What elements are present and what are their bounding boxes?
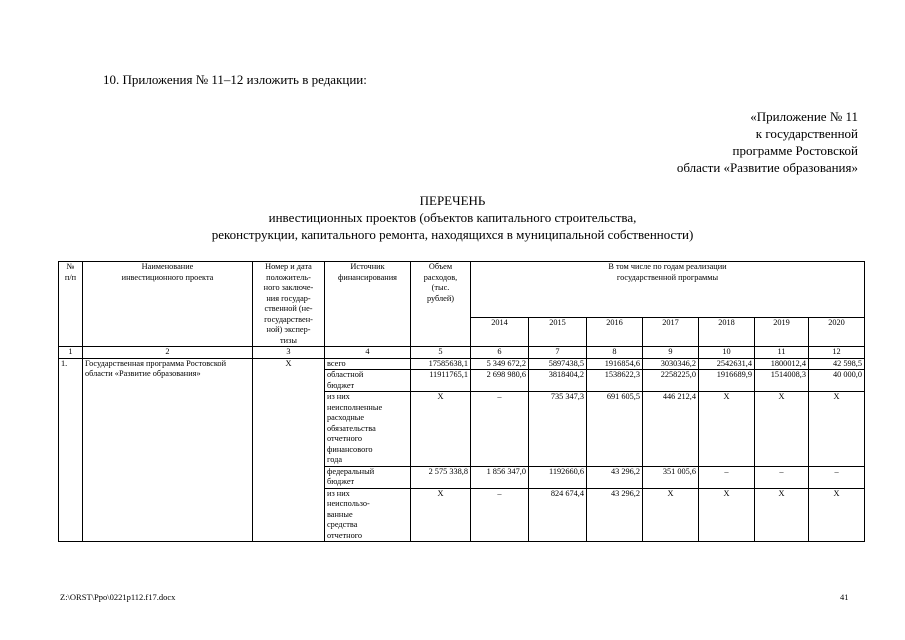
year-value-cell: Х xyxy=(755,392,809,467)
column-number: 11 xyxy=(755,347,809,359)
year-value-cell: 735 347,3 xyxy=(529,392,587,467)
year-value-cell: 1514008,3 xyxy=(755,370,809,392)
year-value-cell: 2258225,0 xyxy=(643,370,699,392)
volume-cell: 2 575 338,8 xyxy=(411,466,471,488)
year-value-cell: 3030346,2 xyxy=(643,358,699,370)
heading-line-3: реконструкции, капитального ремонта, находящихся в муниципальной собственности) xyxy=(211,227,694,242)
appendix-label xyxy=(600,108,858,176)
year-value-cell: – xyxy=(699,466,755,488)
year-value-cell: 40 000,0 xyxy=(809,370,865,392)
year-value-cell: 1916854,6 xyxy=(587,358,643,370)
heading-line-2: инвестиционных проектов (объектов капитального строительства, xyxy=(268,210,637,225)
header-num: № п/п xyxy=(59,262,83,347)
appendix-line-4: области «Развитие образования» xyxy=(676,160,858,175)
column-number: 8 xyxy=(587,347,643,359)
column-number: 1 xyxy=(59,347,83,359)
year-value-cell: 42 598,5 xyxy=(809,358,865,370)
appendix-line-2: к государственной xyxy=(755,126,858,141)
header-year: 2016 xyxy=(587,317,643,346)
source-cell: федеральный бюджет xyxy=(325,466,411,488)
volume-cell: Х xyxy=(411,392,471,467)
year-value-cell: 824 674,4 xyxy=(529,488,587,542)
column-number-row xyxy=(59,347,865,359)
table-row xyxy=(59,358,865,370)
volume-cell: Х xyxy=(411,488,471,542)
year-value-cell: 43 296,2 xyxy=(587,488,643,542)
year-value-cell: 2542631,4 xyxy=(699,358,755,370)
year-value-cell: 1800012,4 xyxy=(755,358,809,370)
year-value-cell: 351 005,6 xyxy=(643,466,699,488)
year-value-cell: – xyxy=(471,392,529,467)
heading-title: ПЕРЕЧЕНЬ xyxy=(419,193,486,208)
project-name: Государственная программа Ростовской области «Развитие образования» xyxy=(83,358,253,542)
year-value-cell: 1538622,3 xyxy=(587,370,643,392)
appendix-line-1: «Приложение № 11 xyxy=(750,109,858,124)
header-years-group: В том числе по годам реализации государственной программы xyxy=(471,262,865,318)
project-number: 1. xyxy=(59,358,83,542)
header-year: 2017 xyxy=(643,317,699,346)
year-value-cell: 5 349 672,2 xyxy=(471,358,529,370)
volume-cell: 11911765,1 xyxy=(411,370,471,392)
column-number: 7 xyxy=(529,347,587,359)
header-year: 2014 xyxy=(471,317,529,346)
header-year: 2015 xyxy=(529,317,587,346)
header-year: 2020 xyxy=(809,317,865,346)
page-number: 41 xyxy=(840,592,849,602)
year-value-cell: 691 605,5 xyxy=(587,392,643,467)
appendix-line-3: программе Ростовской xyxy=(732,143,858,158)
project-expertise: Х xyxy=(253,358,325,542)
year-value-cell: Х xyxy=(809,392,865,467)
column-number: 5 xyxy=(411,347,471,359)
column-number: 12 xyxy=(809,347,865,359)
column-number: 10 xyxy=(699,347,755,359)
footer-file-path: Z:\ORST\Ppo\0221p112.f17.docx xyxy=(60,592,176,602)
year-value-cell: 1 856 347,0 xyxy=(471,466,529,488)
intro-text: 10. Приложения № 11–12 изложить в редакции: xyxy=(103,72,367,87)
header-year: 2019 xyxy=(755,317,809,346)
year-value-cell: 3818404,2 xyxy=(529,370,587,392)
header-name: Наименование инвестиционного проекта xyxy=(83,262,253,347)
year-value-cell: 43 296,2 xyxy=(587,466,643,488)
year-value-cell: 446 212,4 xyxy=(643,392,699,467)
header-year: 2018 xyxy=(699,317,755,346)
year-value-cell: 2 698 980,6 xyxy=(471,370,529,392)
document-heading xyxy=(0,192,905,243)
year-value-cell: – xyxy=(471,488,529,542)
year-value-cell: Х xyxy=(699,488,755,542)
column-number: 4 xyxy=(325,347,411,359)
volume-cell: 17585638,1 xyxy=(411,358,471,370)
year-value-cell: 1916689,9 xyxy=(699,370,755,392)
source-cell: из них неиспользо- ванные средства отчетного xyxy=(325,488,411,542)
year-value-cell: 5897438,5 xyxy=(529,358,587,370)
year-value-cell: – xyxy=(755,466,809,488)
source-cell: всего xyxy=(325,358,411,370)
column-number: 3 xyxy=(253,347,325,359)
year-value-cell: – xyxy=(809,466,865,488)
year-value-cell: Х xyxy=(755,488,809,542)
source-cell: областной бюджет xyxy=(325,370,411,392)
header-source: Источник финансирования xyxy=(325,262,411,347)
year-value-cell: Х xyxy=(699,392,755,467)
year-value-cell: Х xyxy=(643,488,699,542)
header-expertise: Номер и дата положитель- ного заключе- ния государ- ственной (не- государствен- ной) экспер- тизы xyxy=(253,262,325,347)
column-number: 2 xyxy=(83,347,253,359)
source-cell: из них неисполненные расходные обязательства отчетного финансового года xyxy=(325,392,411,467)
column-number: 6 xyxy=(471,347,529,359)
investment-projects-table xyxy=(58,261,865,542)
year-value-cell: 1192660,6 xyxy=(529,466,587,488)
column-number: 9 xyxy=(643,347,699,359)
header-volume: Объем расходов, (тыс. рублей) xyxy=(411,262,471,347)
year-value-cell: Х xyxy=(809,488,865,542)
